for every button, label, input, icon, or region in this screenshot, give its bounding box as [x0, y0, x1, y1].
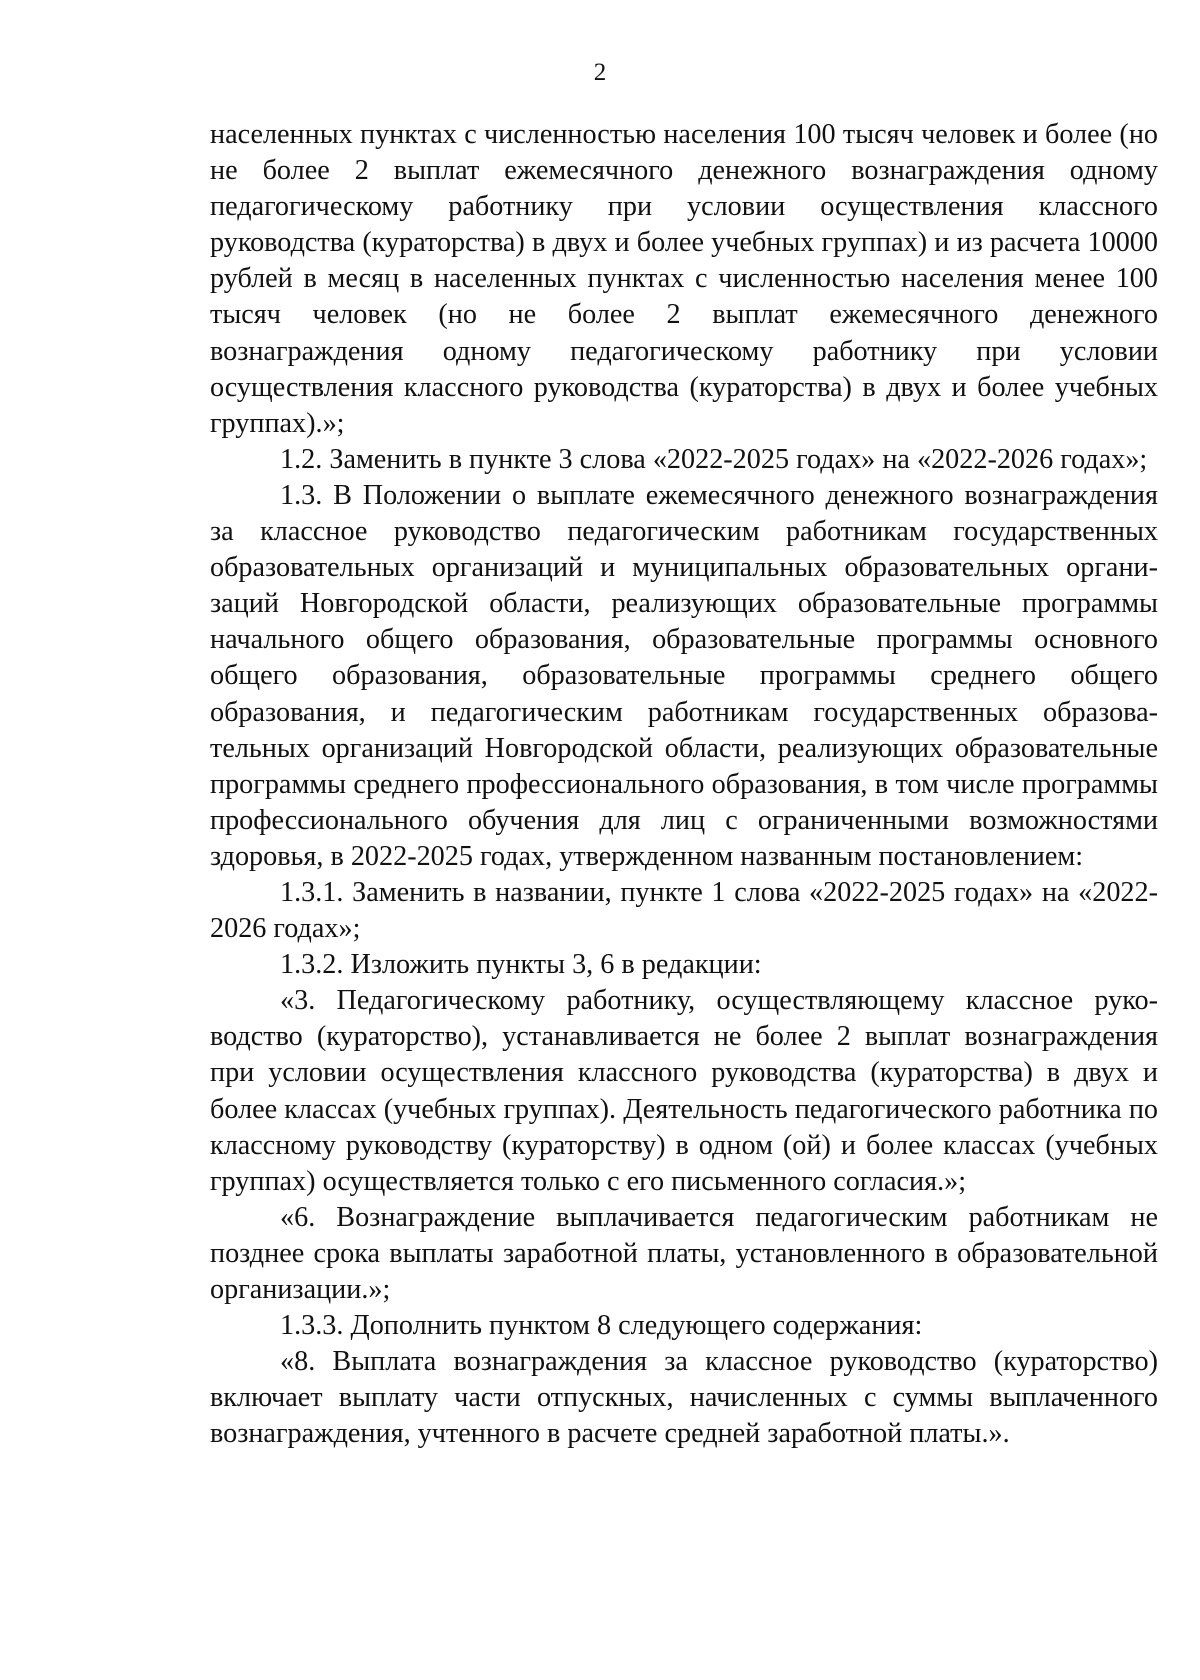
paragraph-1-3-2: 1.3.2. Изложить пункты 3, 6 в редакции:: [280, 949, 762, 981]
paragraph-quote-3: «3. Педагогическому работнику, осуществляющему классное руководство (кураторство), устанавливается не более 2 выплат вознаграждения при условии осуществления классного руководства (кураторства) в двух и более классах (учебных группах). Деятельность педагогического работника по классному руководству (кураторству) в одном (ой) и более классах (учебных группах) осуществляется только с его письменного согласия.»;: [210, 985, 1158, 1197]
page-number: 2: [593, 59, 607, 86]
paragraph-quote-8: «8. Выплата вознаграждения за классное руководство (кураторство) включает выплату части отпускных, начисленных с суммы выплаченного вознаграждения, учтенного в расчете средней заработной платы.».: [210, 1346, 1158, 1450]
document-body: [210, 117, 1158, 1452]
paragraph-quote-6: «6. Вознаграждение выплачивается педагогическим работникам не позднее срока выплаты заработной платы, установленного в образовательной организации.»;: [210, 1201, 1158, 1305]
paragraph-1-3-3: 1.3.3. Дополнить пунктом 8 следующего содержания:: [280, 1310, 923, 1342]
paragraph-1-3-1: 1.3.1. Заменить в названии, пункте 1 слова «2022-2025 годах» на «2022-2026 годах»;: [210, 876, 1158, 945]
paragraph-1-2: 1.2. Заменить в пункте 3 слова «2022-2025 годах» на «2022-2026 годах»;: [280, 443, 1148, 475]
paragraph-continuation: населенных пунктах с численностью населения 100 тысяч человек и более (но не более 2 выплат ежемесячного денежного вознаграждения одному педагогическому работнику при условии осуществления классного руководства (кураторства) в двух и более учебных группах) и из расчета 10000 рублей в месяц в населенных пунктах с численностью населения менее 100 тысяч человек (но не более 2 выплат ежемесячного денежного вознаграждения одному педагогическому работнику при условии осуществления классного руководства (кураторства) в двух и более учебных группах).»;: [210, 119, 1158, 439]
paragraph-1-3: 1.3. В Положении о выплате ежемесячного денежного вознаграждения за классное руководство педагогическим работникам государственных образовательных организаций и муниципальных образовательных организаций Новгородской области, реализующих образовательные программы начального общего образования, образовательные программы основного общего образования, образовательные программы среднего общего образования, и педагогическим работникам государственных образовательных организаций Новгородской области, реализующих образовательные программы среднего профессионального образования, в том числе программы профессионального обучения для лиц с ограниченными возможностями здоровья, в 2022-2025 годах, утвержденном названным постановлением:: [210, 479, 1158, 872]
